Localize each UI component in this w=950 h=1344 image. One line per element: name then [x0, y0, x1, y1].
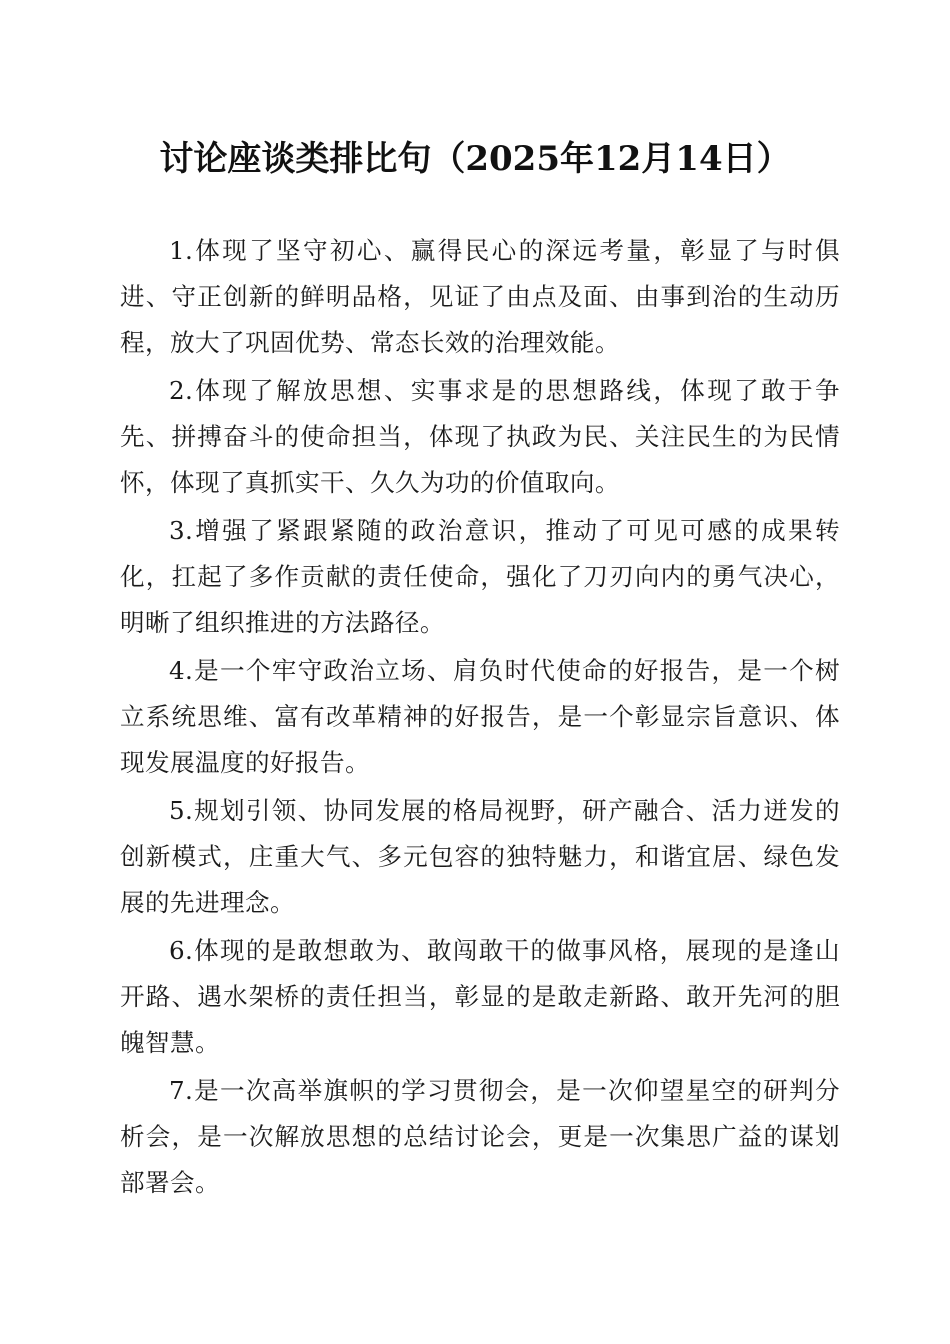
paragraph-3: 3.增强了紧跟紧随的政治意识，推动了可见可感的成果转化，扛起了多作贡献的责任使命，强化了刀刃向内的勇气决心，明晰了组织推进的方法路径。 [120, 516, 840, 637]
paragraph-6: 6.体现的是敢想敢为、敢闯敢干的做事风格，展现的是逢山开路、遇水架桥的责任担当，彰显的是敢走新路、敢开先河的胆魄智慧。 [120, 936, 840, 1057]
paragraph-7: 7.是一次高举旗帜的学习贯彻会，是一次仰望星空的研判分析会，是一次解放思想的总结讨论会，更是一次集思广益的谋划部署会。 [120, 1076, 840, 1197]
document-body [120, 228, 840, 1208]
paragraph-1: 1.体现了坚守初心、赢得民心的深远考量，彰显了与时俱进、守正创新的鲜明品格，见证了由点及面、由事到治的生动历程，放大了巩固优势、常态长效的治理效能。 [120, 236, 840, 357]
paragraph-2: 2.体现了解放思想、实事求是的思想路线，体现了敢于争先、拼搏奋斗的使命担当，体现了执政为民、关注民生的为民情怀，体现了真抓实干、久久为功的价值取向。 [120, 376, 840, 497]
document-title: 讨论座谈类排比句（2025年12月14日） [159, 139, 791, 179]
paragraph-4: 4.是一个牢守政治立场、肩负时代使命的好报告，是一个树立系统思维、富有改革精神的好报告，是一个彰显宗旨意识、体现发展温度的好报告。 [120, 656, 840, 777]
paragraph-5: 5.规划引领、协同发展的格局视野，研产融合、活力迸发的创新模式，庄重大气、多元包容的独特魅力，和谐宜居、绿色发展的先进理念。 [120, 796, 840, 917]
